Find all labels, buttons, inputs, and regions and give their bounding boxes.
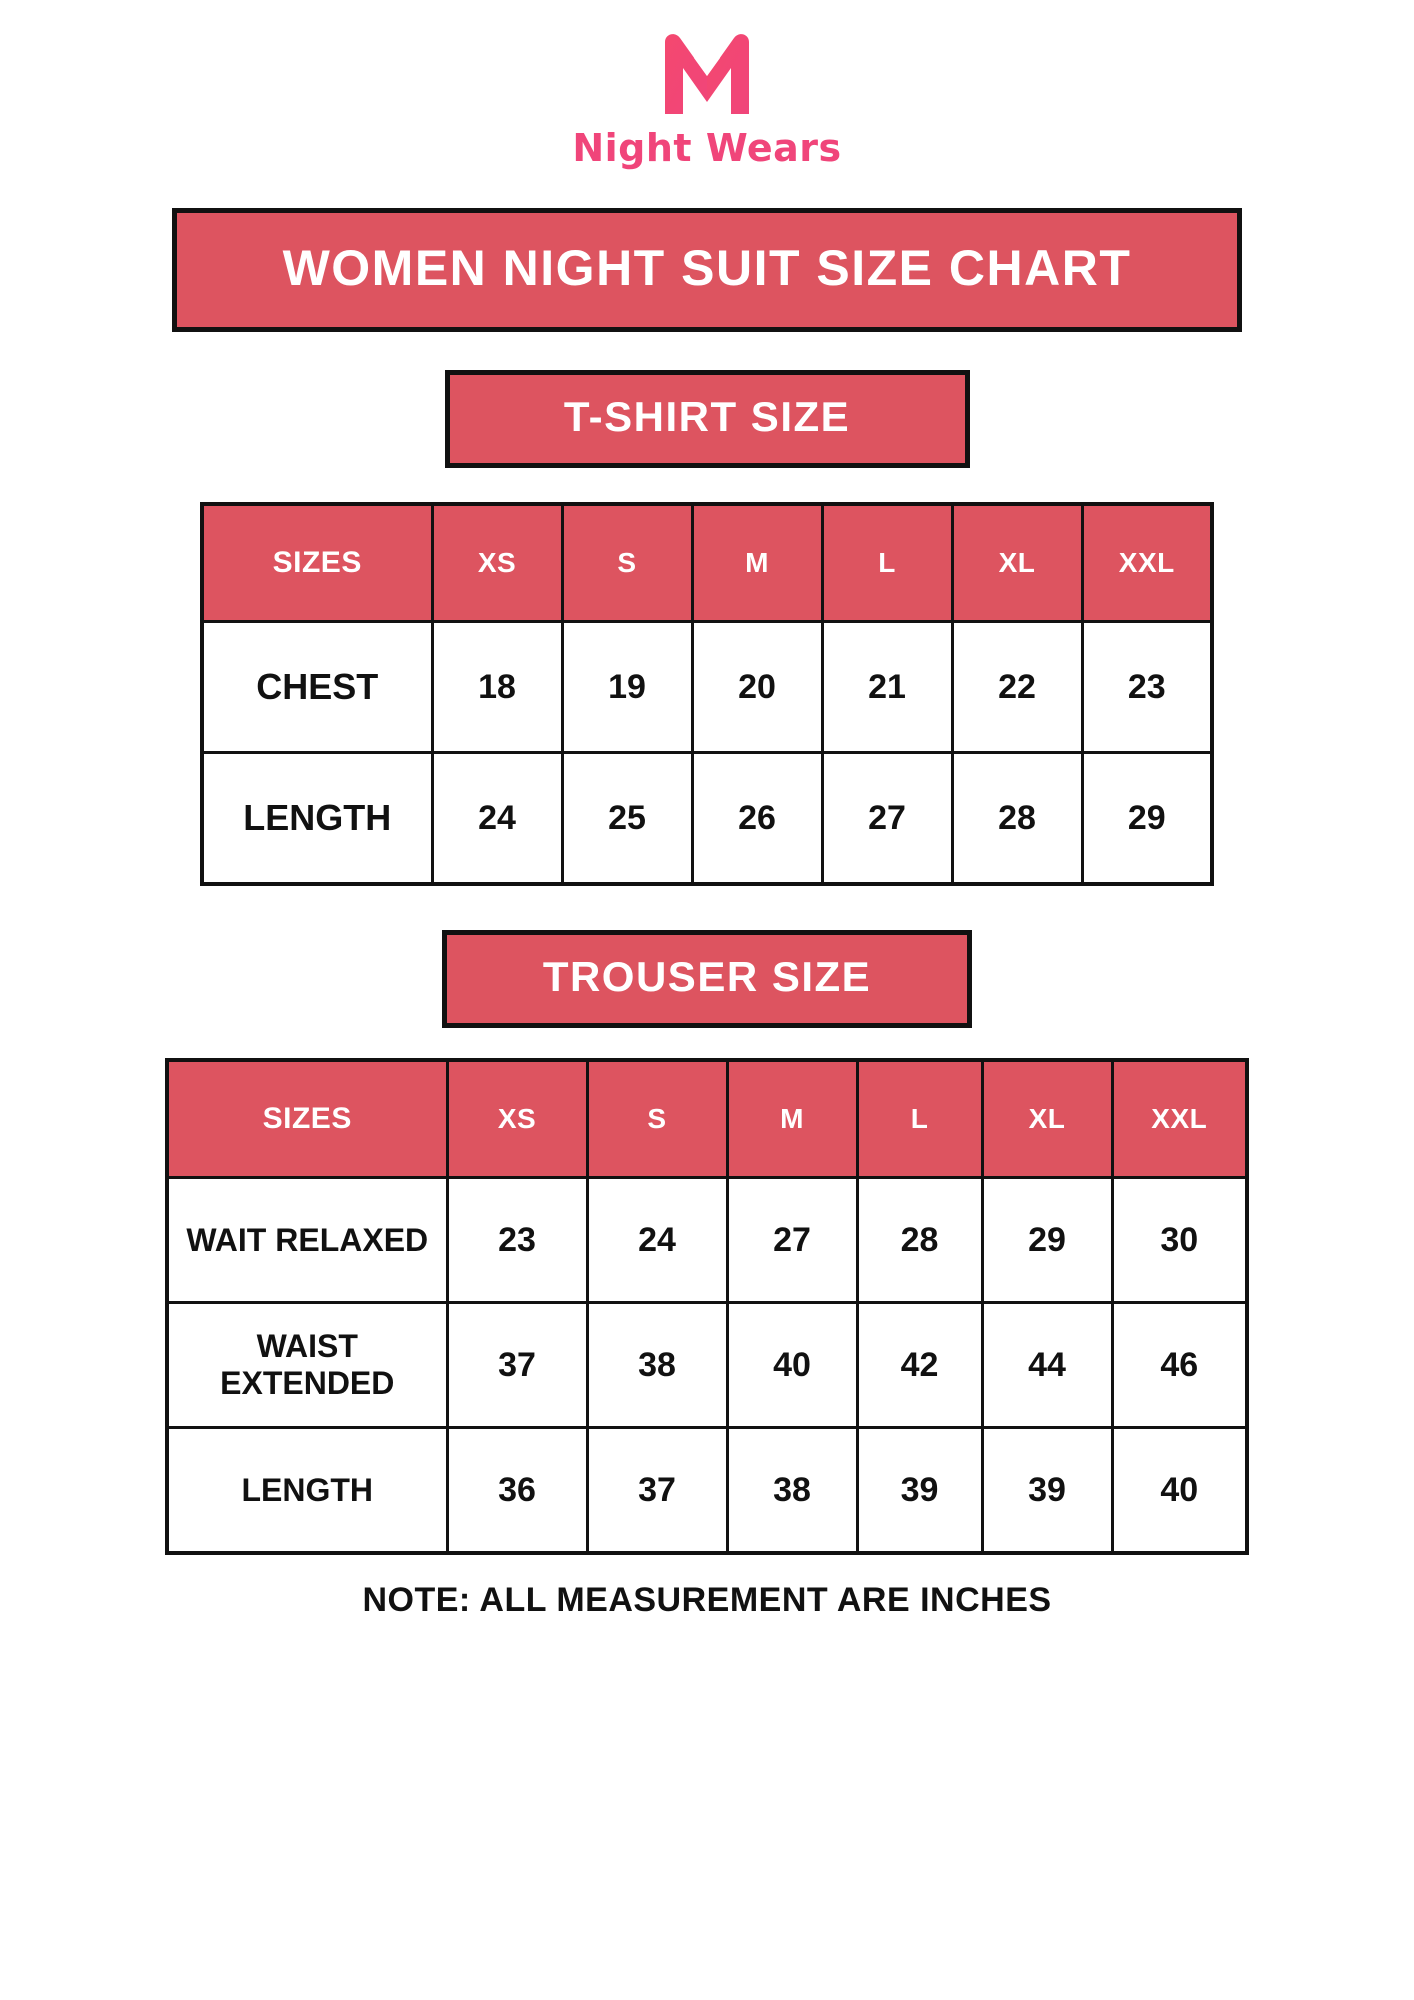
- column-header-size: S: [587, 1060, 727, 1178]
- row-label: WAIT RELAXED: [167, 1178, 447, 1303]
- table-row: [202, 753, 1212, 885]
- cell-value: 38: [587, 1303, 727, 1428]
- row-label: CHEST: [202, 622, 432, 753]
- cell-value: 29: [1082, 753, 1212, 885]
- column-header-size: S: [562, 504, 692, 622]
- column-header-size: XXL: [1082, 504, 1212, 622]
- row-label: LENGTH: [202, 753, 432, 885]
- column-header-sizes: SIZES: [202, 504, 432, 622]
- table-header-row: [202, 504, 1212, 622]
- cell-value: 39: [857, 1428, 982, 1554]
- cell-value: 26: [692, 753, 822, 885]
- cell-value: 23: [1082, 622, 1212, 753]
- cell-value: 23: [447, 1178, 587, 1303]
- row-label: WAIST EXTENDED: [167, 1303, 447, 1428]
- cell-value: 27: [727, 1178, 857, 1303]
- column-header-size: XS: [447, 1060, 587, 1178]
- row-label: LENGTH: [167, 1428, 447, 1554]
- measurement-note: NOTE: ALL MEASUREMENT ARE INCHES: [362, 1581, 1052, 1619]
- trouser-size-table: [165, 1058, 1249, 1555]
- table-header-row: [167, 1060, 1247, 1178]
- cell-value: 40: [727, 1303, 857, 1428]
- cell-value: 37: [587, 1428, 727, 1554]
- column-header-size: XXL: [1112, 1060, 1247, 1178]
- cell-value: 30: [1112, 1178, 1247, 1303]
- column-header-size: XL: [982, 1060, 1112, 1178]
- cell-value: 24: [432, 753, 562, 885]
- cell-value: 18: [432, 622, 562, 753]
- column-header-size: M: [727, 1060, 857, 1178]
- cell-value: 38: [727, 1428, 857, 1554]
- column-header-size: L: [822, 504, 952, 622]
- trouser-section-title: TROUSER SIZE: [442, 930, 972, 1028]
- tshirt-section-title: T-SHIRT SIZE: [445, 370, 970, 468]
- cell-value: 22: [952, 622, 1082, 753]
- cell-value: 37: [447, 1303, 587, 1428]
- brand-header: [0, 28, 1414, 170]
- table-row: [167, 1303, 1247, 1428]
- table-row: [167, 1428, 1247, 1554]
- table-row: [167, 1178, 1247, 1303]
- column-header-size: XS: [432, 504, 562, 622]
- column-header-size: L: [857, 1060, 982, 1178]
- column-header-sizes: SIZES: [167, 1060, 447, 1178]
- cell-value: 28: [952, 753, 1082, 885]
- cell-value: 19: [562, 622, 692, 753]
- cell-value: 39: [982, 1428, 1112, 1554]
- tshirt-size-table: [200, 502, 1214, 886]
- cell-value: 27: [822, 753, 952, 885]
- cell-value: 28: [857, 1178, 982, 1303]
- table-row: [202, 622, 1212, 753]
- night-wears-monogram-icon: [647, 28, 767, 120]
- cell-value: 21: [822, 622, 952, 753]
- brand-name: Night Wears: [572, 126, 842, 170]
- page-title: WOMEN NIGHT SUIT SIZE CHART: [172, 208, 1242, 332]
- column-header-size: XL: [952, 504, 1082, 622]
- cell-value: 46: [1112, 1303, 1247, 1428]
- cell-value: 42: [857, 1303, 982, 1428]
- cell-value: 44: [982, 1303, 1112, 1428]
- cell-value: 25: [562, 753, 692, 885]
- cell-value: 24: [587, 1178, 727, 1303]
- cell-value: 40: [1112, 1428, 1247, 1554]
- cell-value: 36: [447, 1428, 587, 1554]
- cell-value: 29: [982, 1178, 1112, 1303]
- column-header-size: M: [692, 504, 822, 622]
- cell-value: 20: [692, 622, 822, 753]
